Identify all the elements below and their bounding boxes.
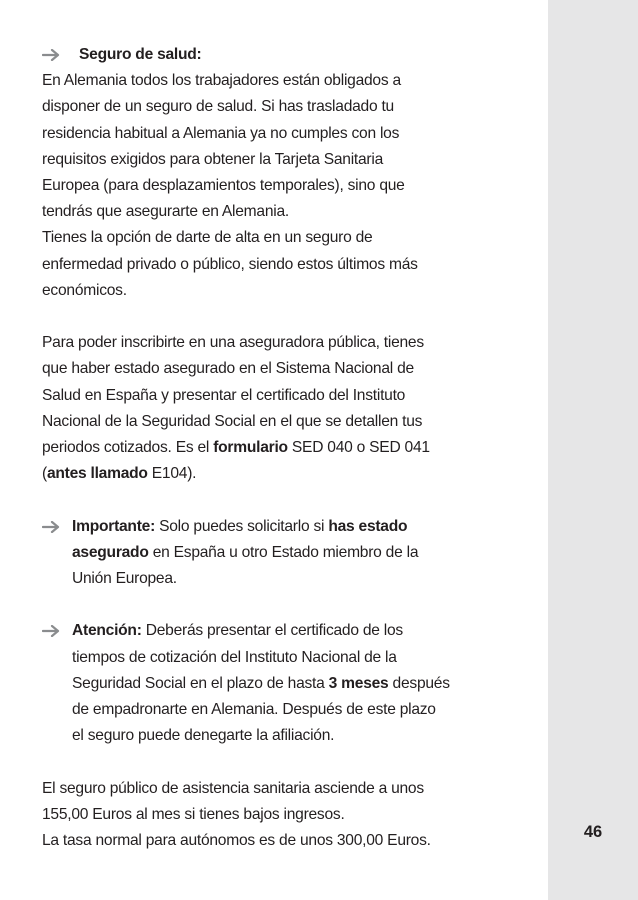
- text-line: económicos.: [42, 281, 127, 299]
- paragraph-registration: [42, 330, 542, 487]
- text-line: residencia habitual a Alemania ya no cumples con los: [42, 124, 400, 142]
- text-line: el seguro puede denegarte la afiliación.: [72, 727, 335, 745]
- bullet-label: Importante:: [72, 517, 156, 535]
- bullet-label: Atención:: [72, 622, 142, 640]
- text-line: disponer de un seguro de salud. Si has trasladado tu: [42, 98, 394, 116]
- bullet-importante: [42, 514, 542, 593]
- text-line: Europea (para desplazamientos temporales), sino que: [42, 177, 405, 195]
- text-line: requisitos exigidos para obtener la Tarjeta Sanitaria: [42, 150, 383, 168]
- paragraph-costs: [42, 776, 542, 855]
- text-line: periodos cotizados. Es el formulario SED 040 o SED 041: [42, 439, 430, 457]
- heading-text: Seguro de salud:: [79, 46, 202, 63]
- bold-text: asegurado: [72, 543, 149, 561]
- text-line: La tasa normal para autónomos es de unos 300,00 Euros.: [42, 832, 431, 850]
- text-line: Unión Europea.: [72, 570, 177, 588]
- bold-text: 3 meses: [328, 674, 389, 692]
- text-line: Seguridad Social en el plazo de hasta 3 meses después: [72, 674, 450, 692]
- text-line: Atención: Deberás presentar el certificado de los: [72, 622, 403, 640]
- text-line: El seguro público de asistencia sanitaria asciende a unos: [42, 779, 424, 797]
- section-heading: [42, 42, 542, 68]
- text-line: Importante: Solo puedes solicitarlo si has estado: [72, 517, 408, 535]
- bullet-atencion: [42, 618, 542, 749]
- arrow-right-icon: [42, 625, 60, 637]
- text-line: Para poder inscribirte en una aseguradora pública, tienes: [42, 334, 424, 352]
- bold-text: formulario: [213, 439, 288, 457]
- text-line: Tienes la opción de darte de alta en un seguro de: [42, 229, 373, 247]
- bold-text: has estado: [328, 517, 408, 535]
- page-content: [42, 42, 542, 854]
- text-line: (antes llamado E104).: [42, 465, 197, 483]
- bold-text: antes llamado: [46, 465, 148, 483]
- text-line: de empadronarte en Alemania. Después de este plazo: [72, 701, 436, 719]
- text-line: que haber estado asegurado en el Sistema Nacional de: [42, 360, 414, 378]
- side-strip: [548, 0, 638, 900]
- text-line: En Alemania todos los trabajadores están obligados a: [42, 72, 401, 90]
- text-line: asegurado en España u otro Estado miembro de la: [72, 543, 419, 561]
- text-line: Salud en España y presentar el certificado del Instituto: [42, 386, 406, 404]
- arrow-right-icon: [42, 521, 60, 533]
- text-line: tiempos de cotización del Instituto Nacional de la: [72, 648, 397, 666]
- text-line: enfermedad privado o público, siendo estos últimos más: [42, 255, 418, 273]
- arrow-right-icon: [42, 49, 60, 61]
- text-line: tendrás que asegurarte en Alemania.: [42, 203, 289, 221]
- text-line: Nacional de la Seguridad Social en el que se detallen tus: [42, 412, 423, 430]
- text-line: 155,00 Euros al mes si tienes bajos ingresos.: [42, 805, 345, 823]
- paragraph-intro: [42, 68, 542, 304]
- page-number: 46: [583, 823, 603, 841]
